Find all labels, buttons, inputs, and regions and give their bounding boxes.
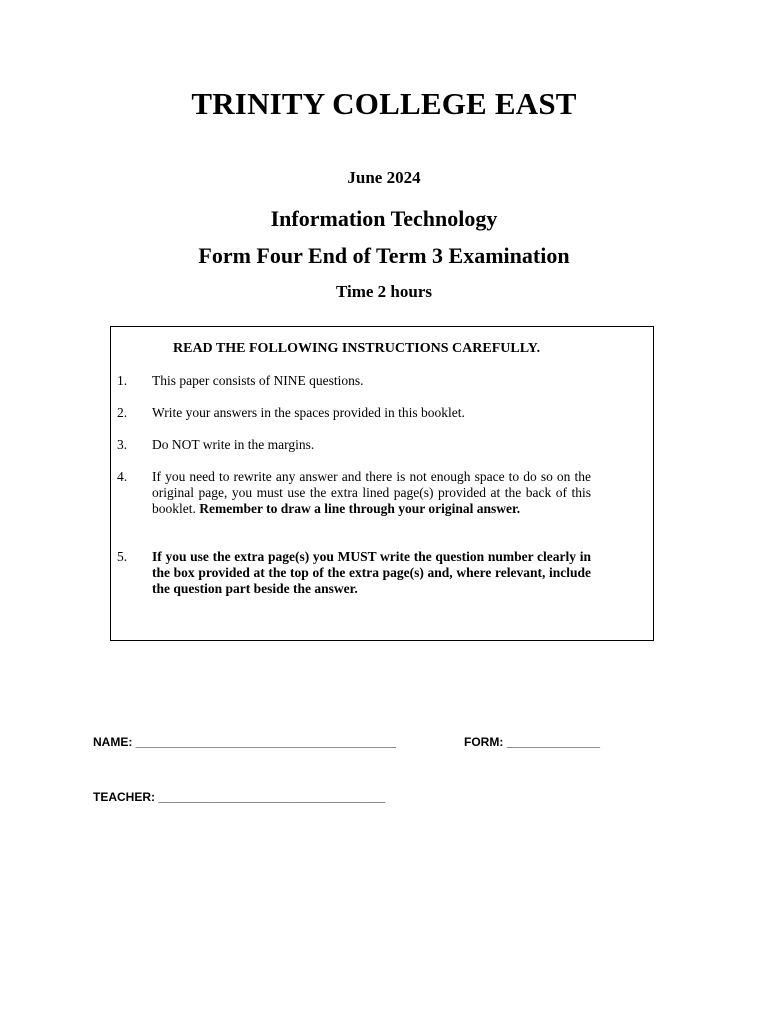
instruction-text-regular: If you need to rewrite any answer and there is not enough space to do so on the original page, you must use the extra lined page(s) provided at the back of this booklet. [152, 469, 591, 516]
subject-title: Information Technology [270, 206, 498, 231]
instruction-item-2 [117, 405, 591, 421]
name-field[interactable] [93, 735, 396, 749]
instructions-heading: READ THE FOLLOWING INSTRUCTIONS CAREFULLY. [173, 341, 541, 356]
exam-title: Form Four End of Term 3 Examination [198, 243, 570, 268]
teacher-label: TEACHER: [93, 790, 155, 804]
instruction-text: This paper consists of NINE questions. [152, 373, 364, 388]
instruction-number: 1. [117, 373, 128, 388]
instruction-item-4 [117, 469, 591, 517]
exam-duration: Time 2 hours [335, 282, 433, 301]
instruction-text [152, 469, 591, 517]
instruction-number: 3. [117, 437, 128, 452]
name-label: NAME: [93, 735, 133, 749]
instruction-item-1 [117, 373, 591, 389]
exam-date: June 2024 [347, 168, 421, 187]
name-blank[interactable]: _______________________________________ [135, 735, 396, 749]
form-blank[interactable]: ______________ [506, 735, 601, 749]
instruction-text: Write your answers in the spaces provided in this booklet. [152, 405, 465, 420]
instructions-box [110, 326, 654, 641]
instruction-number: 5. [117, 549, 128, 564]
form-field[interactable] [464, 735, 600, 749]
instruction-number: 2. [117, 405, 128, 420]
instruction-text: Do NOT write in the margins. [152, 437, 315, 452]
form-label: FORM: [464, 735, 504, 749]
teacher-field[interactable] [93, 790, 385, 804]
school-name: TRINITY COLLEGE EAST [191, 86, 577, 121]
instruction-item-5 [117, 549, 591, 597]
instruction-text-emphasis: If you use the extra page(s) you MUST write the question number clearly in the box provided at the top of the extra page(s) and, where relevant, include the question part beside the answer. [152, 549, 591, 596]
instruction-item-3 [117, 437, 591, 453]
instruction-number: 4. [117, 469, 128, 484]
instruction-text-emphasis: Remember to draw a line through your original answer. [199, 501, 521, 516]
teacher-blank[interactable]: __________________________________ [158, 790, 386, 804]
